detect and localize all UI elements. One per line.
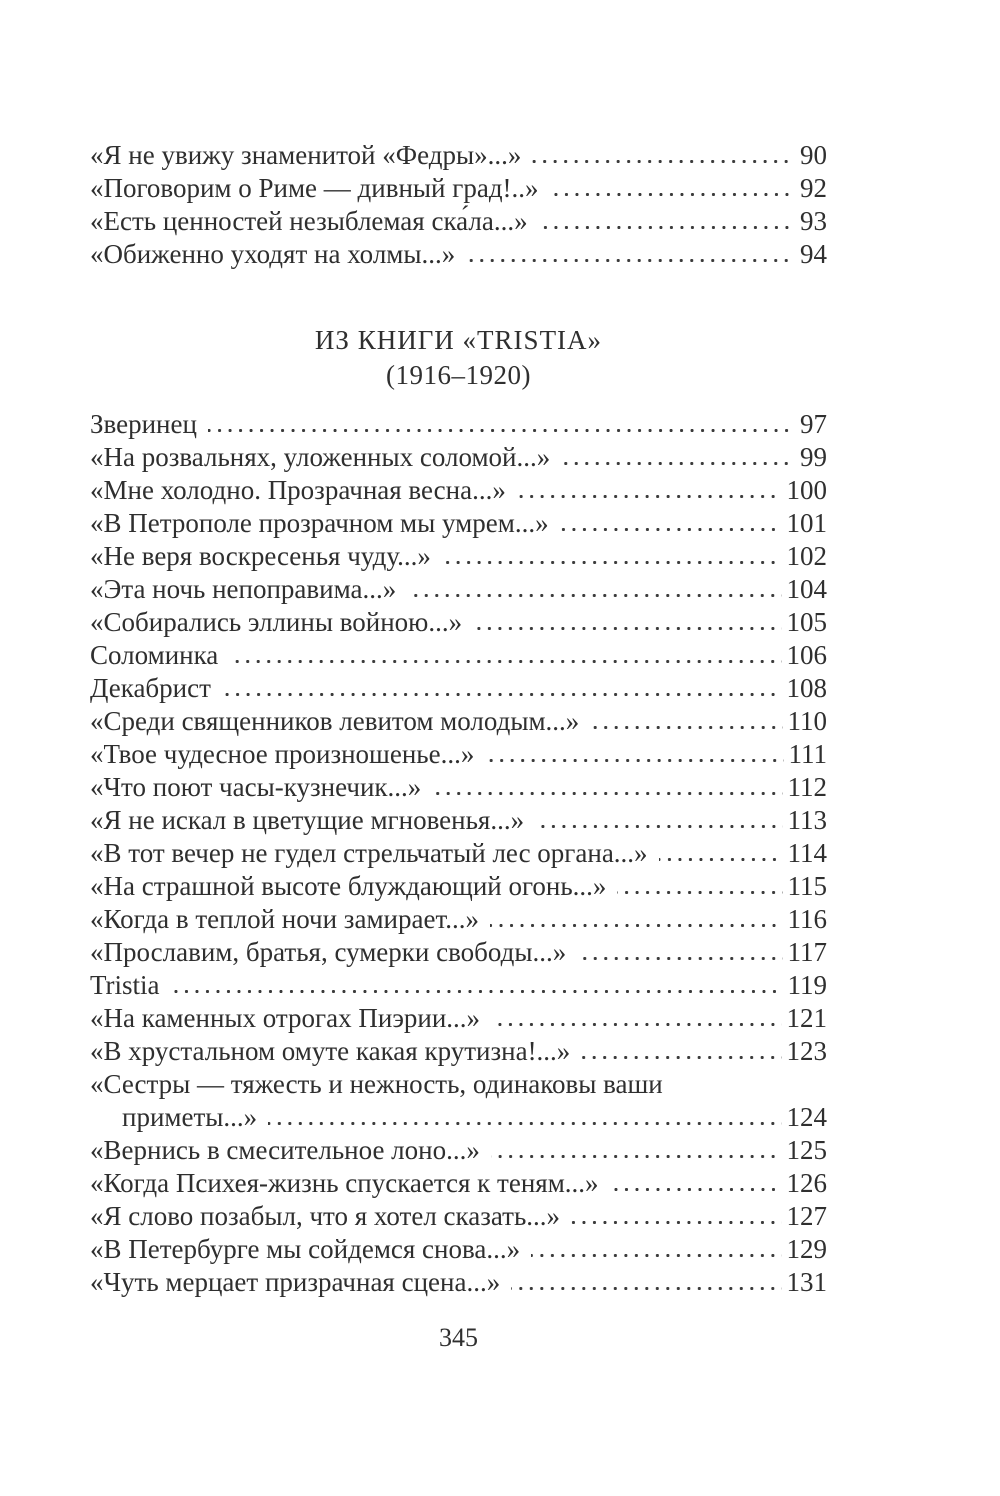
- toc-entry: [90, 540, 827, 573]
- toc-entry: [90, 474, 827, 507]
- toc-entry: [90, 1035, 827, 1068]
- toc-entry: [90, 804, 827, 837]
- toc-entry-title: «Я не увижу знаменитой «Федры»...»: [90, 140, 522, 170]
- toc-entry-title: «Мне холодно. Прозрачная весна...»: [90, 475, 506, 505]
- toc-entry-page: 101: [786, 508, 827, 538]
- toc-entry-page: 123: [786, 1036, 827, 1066]
- toc-entry: [90, 573, 827, 606]
- toc-entry-page: 127: [786, 1201, 827, 1231]
- toc-entry: [90, 139, 827, 172]
- dot-leader: [268, 1121, 781, 1126]
- toc-entry: [90, 441, 827, 474]
- dot-leader: [617, 890, 782, 895]
- dot-leader: [531, 1253, 781, 1258]
- toc-entry-page: 116: [787, 904, 827, 934]
- toc-entry-page: 105: [786, 607, 827, 637]
- section-heading-title: ИЗ КНИГИ «TRISTIA»: [314, 325, 603, 355]
- toc-entry-page: 115: [787, 871, 827, 901]
- toc-entry: [90, 1002, 827, 1035]
- toc-entry: [90, 507, 827, 540]
- page-number: 345: [439, 1323, 478, 1352]
- toc-entry-title: «На розвальнях, уложенных соломой...»: [90, 442, 551, 472]
- toc-pre-section-list: [90, 139, 827, 271]
- toc-entry-page: 94: [800, 239, 827, 269]
- toc-entry: [90, 1167, 827, 1200]
- toc-entry: [90, 238, 827, 271]
- dot-leader: [407, 593, 781, 598]
- dot-leader: [581, 1055, 781, 1060]
- toc-entry-page: 113: [787, 805, 827, 835]
- toc-entry-page: 106: [786, 640, 827, 670]
- toc-entry-page: 110: [787, 706, 827, 736]
- toc-entry-title: «Не веря воскресенья чуду...»: [90, 541, 431, 571]
- toc-entry-page: 129: [786, 1234, 827, 1264]
- toc-entry-title: «Когда в теплой ночи замирает...»: [90, 904, 479, 934]
- dot-leader: [208, 428, 795, 433]
- toc-entry-title: «Прославим, братья, сумерки свободы...»: [90, 937, 567, 967]
- dot-leader: [442, 560, 782, 565]
- toc-entry-page: 121: [786, 1003, 827, 1033]
- toc-entry-page: 93: [800, 206, 827, 236]
- toc-entry-title: приметы...»: [122, 1102, 258, 1132]
- dot-leader: [550, 192, 795, 197]
- toc-entry-page: 92: [800, 173, 827, 203]
- toc-entry-page: 97: [800, 409, 827, 439]
- toc-entry-title: «Вернись в смесительное лоно...»: [90, 1135, 480, 1165]
- toc-entry-page: 126: [786, 1168, 827, 1198]
- toc-entry: [90, 408, 827, 441]
- dot-leader: [432, 791, 782, 796]
- dot-leader: [590, 725, 782, 730]
- section-heading-years: (1916–1920): [386, 360, 531, 390]
- toc-entry-page: 131: [786, 1267, 827, 1297]
- toc-entry: [90, 1101, 827, 1134]
- dot-leader: [561, 461, 795, 466]
- toc-entry-title: «Когда Психея-жизнь спускается к теням...»: [90, 1168, 599, 1198]
- dot-leader: [535, 824, 782, 829]
- toc-entry-title: «Поговорим о Риме — дивный град!..»: [90, 173, 539, 203]
- dot-leader: [577, 956, 782, 961]
- toc-entry-page: 108: [786, 673, 827, 703]
- toc-entry: [90, 1068, 827, 1101]
- toc-entry-title: «В Петербурге мы сойдемся снова...»: [90, 1234, 521, 1264]
- toc-entry-page: 117: [787, 937, 827, 967]
- toc-entry-title: «Собирались эллины войною...»: [90, 607, 463, 637]
- toc-entry-page: 114: [787, 838, 827, 868]
- toc-entry: [90, 738, 827, 771]
- dot-leader: [610, 1187, 782, 1192]
- toc-entry: [90, 870, 827, 903]
- toc-entry-title: «Есть ценностей незыблемая ска́ла...»: [90, 206, 528, 236]
- toc-entry-title: «На страшной высоте блуждающий огонь...»: [90, 871, 607, 901]
- toc-entry-title: «Я слово позабыл, что я хотел сказать...»: [90, 1201, 561, 1231]
- toc-entry-page: 112: [787, 772, 827, 802]
- dot-leader: [466, 258, 795, 263]
- toc-entry-title: «Сестры — тяжесть и нежность, одинаковы ваши: [90, 1069, 663, 1099]
- toc-entry: [90, 771, 827, 804]
- toc-entry-title: «На каменных отрогах Пиэрии...»: [90, 1003, 481, 1033]
- toc-entry-title: Tristia: [90, 970, 160, 1000]
- toc-entry: [90, 1134, 827, 1167]
- toc-entry: [90, 205, 827, 238]
- toc-entry-page: 102: [786, 541, 827, 571]
- dot-leader: [511, 1286, 781, 1291]
- toc-entry-title: «Среди священников левитом молодым...»: [90, 706, 580, 736]
- toc-entry-title: «В Петрополе прозрачном мы умрем...»: [90, 508, 549, 538]
- toc-entry: [90, 1266, 827, 1299]
- dot-leader: [229, 659, 781, 664]
- toc-entry-page: 104: [786, 574, 827, 604]
- toc-entry-page: 124: [786, 1102, 827, 1132]
- toc-entry-page: 111: [788, 739, 827, 769]
- toc-entry-page: 99: [800, 442, 827, 472]
- toc-entry-title: «Чуть мерцает призрачная сцена...»: [90, 1267, 501, 1297]
- toc-section-list: [90, 408, 827, 1299]
- toc-entry-page: 100: [786, 475, 827, 505]
- toc-entry: [90, 1200, 827, 1233]
- dot-leader: [491, 1022, 781, 1027]
- toc-content: [90, 139, 827, 1354]
- toc-entry: [90, 705, 827, 738]
- dot-leader: [222, 692, 782, 697]
- toc-entry: [90, 969, 827, 1002]
- toc-entry-title: «Я не искал в цветущие мгновенья...»: [90, 805, 525, 835]
- dot-leader: [491, 1154, 782, 1159]
- toc-entry-title: «Твое чудесное произношенье...»: [90, 739, 475, 769]
- toc-entry-page: 119: [787, 970, 827, 1000]
- toc-entry-title: «Эта ночь непоправима...»: [90, 574, 397, 604]
- toc-entry: [90, 606, 827, 639]
- toc-entry: [90, 672, 827, 705]
- toc-entry-title: Декабрист: [90, 673, 211, 703]
- toc-entry-page: 90: [800, 140, 827, 170]
- dot-leader: [473, 626, 781, 631]
- dot-leader: [532, 159, 795, 164]
- dot-leader: [485, 758, 783, 763]
- toc-entry-title: «В хрустальном омуте какая крутизна!...»: [90, 1036, 571, 1066]
- toc-entry-title: «Обиженно уходят на холмы...»: [90, 239, 456, 269]
- dot-leader: [517, 494, 782, 499]
- dot-leader: [571, 1220, 781, 1225]
- toc-entry-title: Зверинец: [90, 409, 197, 439]
- dot-leader: [659, 857, 783, 862]
- dot-leader: [171, 989, 783, 994]
- toc-entry: [90, 903, 827, 936]
- section-heading: [90, 323, 827, 393]
- toc-entry-title: «В тот вечер не гудел стрельчатый лес органа...»: [90, 838, 648, 868]
- toc-entry: [90, 936, 827, 969]
- toc-entry-title: Соломинка: [90, 640, 219, 670]
- toc-entry: [90, 172, 827, 205]
- dot-leader: [490, 923, 783, 928]
- toc-entry: [90, 1233, 827, 1266]
- toc-entry: [90, 837, 827, 870]
- toc-entry: [90, 639, 827, 672]
- toc-entry-title: «Что поют часы-кузнечик...»: [90, 772, 422, 802]
- dot-leader: [539, 225, 795, 230]
- dot-leader: [560, 527, 782, 532]
- toc-entry-page: 125: [786, 1135, 827, 1165]
